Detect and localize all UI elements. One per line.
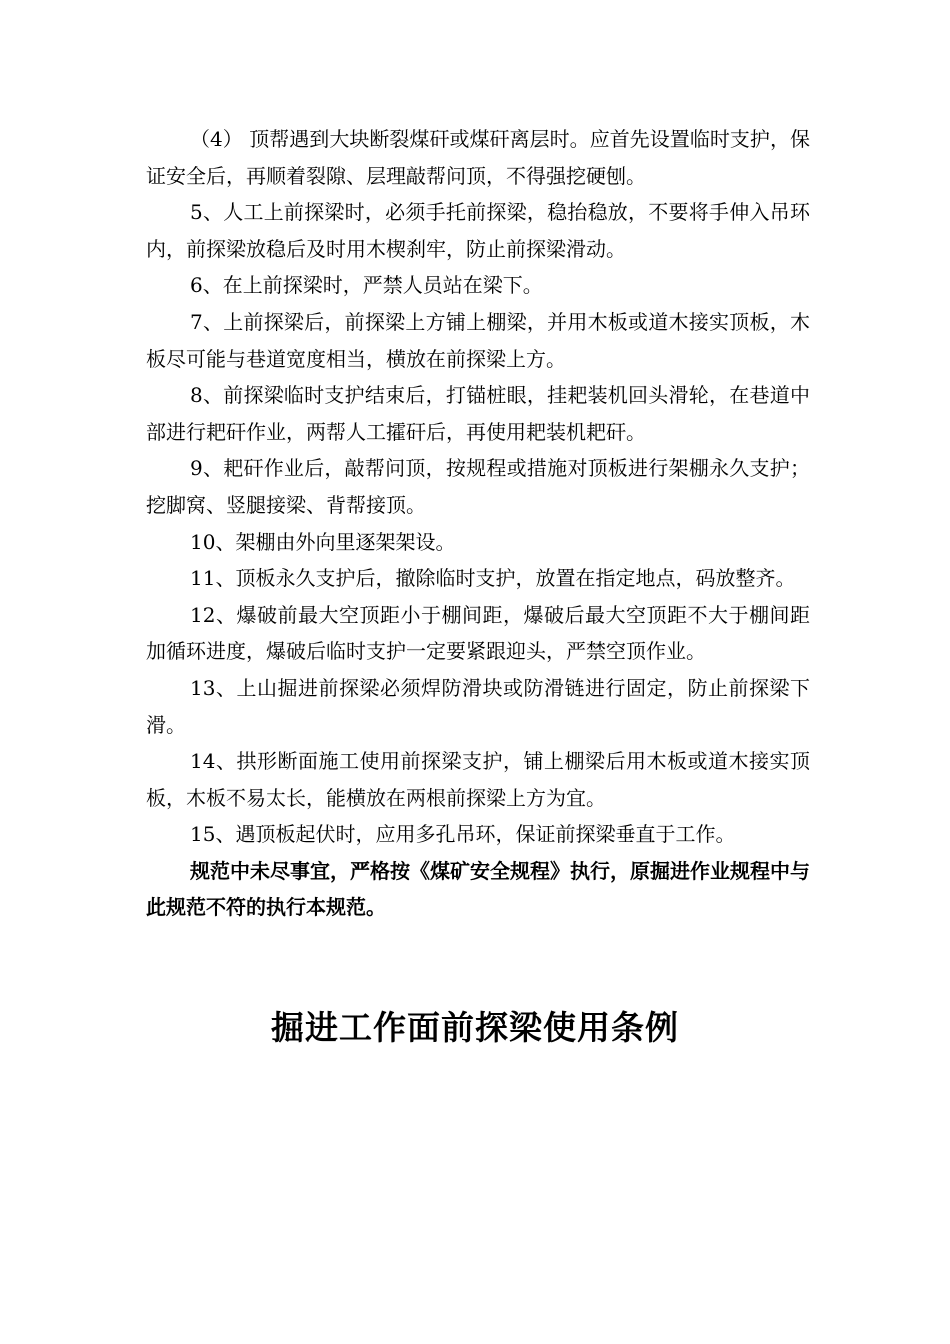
paragraph-item-6: 6、在上前探梁时，严禁人员站在梁下。 [190,273,543,298]
closing-note: 规范中未尽事宜，严格按《煤矿安全规程》执行，原掘进作业规程中与此规范不符的执行本规范。 [146,858,810,920]
document-body [146,121,810,926]
paragraph-item-14: 14、拱形断面施工使用前探梁支护，铺上棚梁后用木板或道木接实顶板，木板不易太长，能横放在两根前探梁上方为宜。 [146,749,810,810]
section-title: 掘进工作面前探梁使用条例 [271,1008,679,1047]
paragraph-item-7: 7、上前探梁后，前探梁上方铺上棚梁，并用木板或道木接实顶板，木板尽可能与巷道宽度相当，横放在前探梁上方。 [146,309,810,371]
paragraph-item-11: 11、顶板永久支护后，撤除临时支护，放置在指定地点，码放整齐。 [190,566,796,591]
paragraph-item-15: 15、遇顶板起伏时，应用多孔吊环，保证前探梁垂直于工作。 [190,822,736,847]
paragraph-item-5: 5、人工上前探梁时，必须手托前探梁，稳抬稳放，不要将手伸入吊环内，前探梁放稳后及时用木楔刹牢，防止前探梁滑动。 [146,200,810,261]
paragraph-item-9: 9、耙矸作业后，敲帮问顶，按规程或措施对顶板进行架棚永久支护；挖脚窝、竖腿接梁、背帮接顶。 [146,456,810,517]
paragraph-item-10: 10、架棚由外向里逐架架设。 [190,529,456,554]
paragraph-item-4: （4） 顶帮遇到大块断裂煤矸或煤矸离层时。应首先设置临时支护，保证安全后，再顺着裂隙、层理敲帮问顶，不得强挖硬刨。 [146,127,810,188]
paragraph-item-8: 8、前探梁临时支护结束后，打锚桩眼，挂耙装机回头滑轮，在巷道中部进行耙矸作业，两帮人工攉矸后，再使用耙装机耙矸。 [146,383,810,444]
paragraph-item-13: 13、上山掘进前探梁必须焊防滑块或防滑链进行固定，防止前探梁下滑。 [146,675,810,737]
paragraph-item-12: 12、爆破前最大空顶距小于棚间距，爆破后最大空顶距不大于棚间距加循环进度，爆破后临时支护一定要紧跟迎头，严禁空顶作业。 [146,602,810,664]
